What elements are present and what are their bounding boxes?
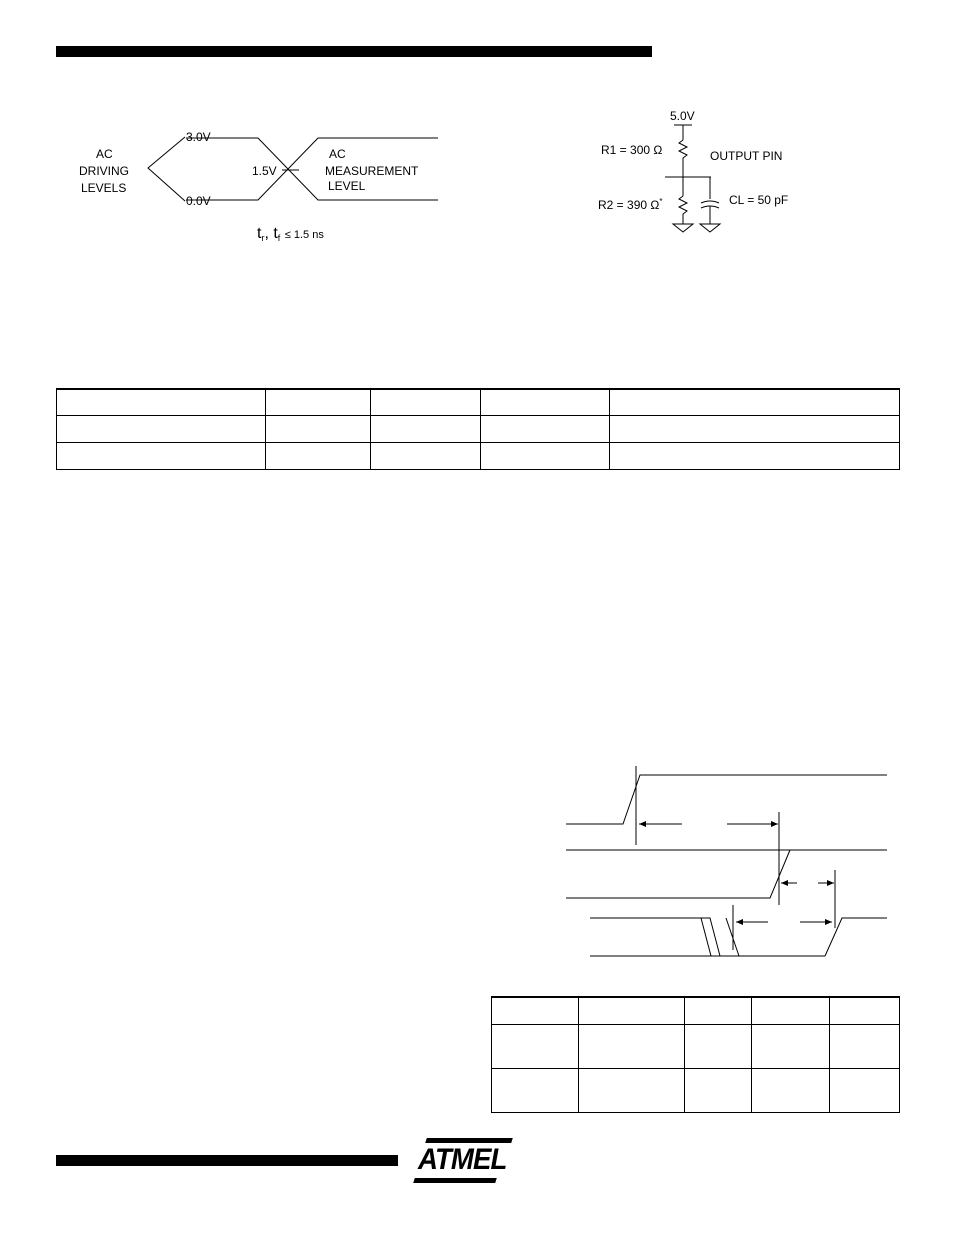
table-row	[492, 1068, 900, 1112]
logo-bottom-bar	[413, 1178, 497, 1183]
driving-label-1: AC	[96, 147, 113, 161]
table-row	[492, 1024, 900, 1068]
output-pin-label: OUTPUT PIN	[710, 149, 783, 163]
supply-label: 5.0V	[670, 109, 695, 123]
mid-level-label: 1.5V	[252, 164, 277, 178]
high-level-label: 3.0V	[186, 130, 211, 144]
rise-fall-spec: $t_r$, $t_f \le 1.5$ ns	[257, 225, 324, 243]
low-level-label: 0.0V	[186, 194, 211, 208]
cl-label: CL = 50 pF	[729, 193, 789, 207]
driving-label-3: LEVELS	[81, 181, 127, 195]
atmel-logo	[414, 1138, 512, 1184]
measurement-label-3: LEVEL	[328, 179, 366, 193]
footer-rule	[56, 1155, 398, 1166]
timing-table	[491, 996, 900, 1113]
r2-label: R2 = 390 Ω*	[598, 197, 663, 212]
logo-text: ATMEL	[418, 1143, 507, 1176]
measurement-label-2: MEASUREMENT	[325, 164, 419, 178]
table-row	[492, 997, 900, 1024]
driving-label-2: DRIVING	[79, 164, 130, 178]
measurement-label-1: AC	[329, 147, 346, 161]
r1-label: R1 = 300 Ω	[601, 143, 663, 157]
